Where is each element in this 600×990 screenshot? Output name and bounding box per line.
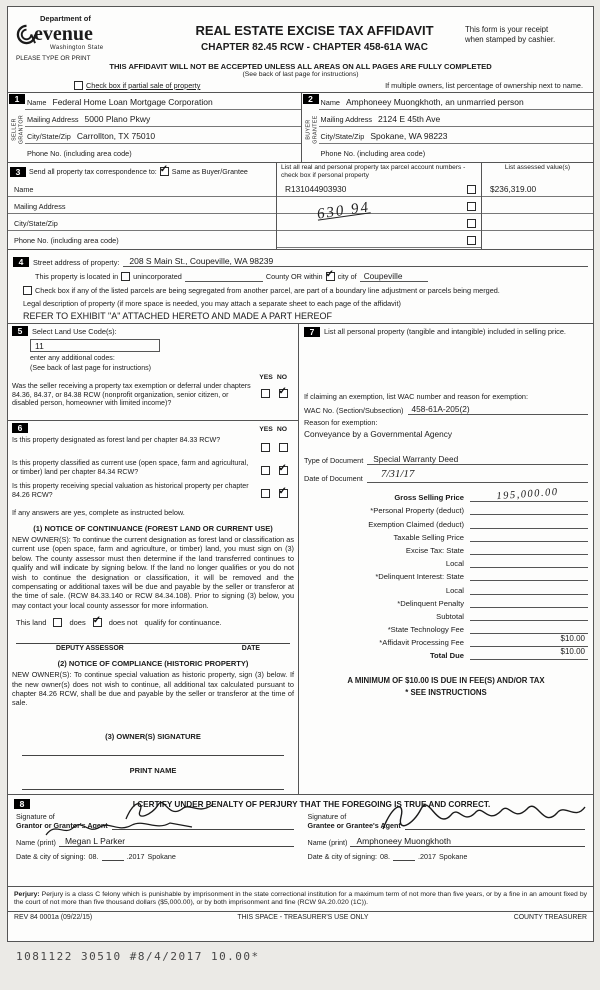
state-technology-fee-label: *State Technology Fee xyxy=(387,625,464,635)
seller-address-row: Mailing Address 5000 Plano Pkwy xyxy=(25,110,301,127)
taxable-selling-price-label: Taxable Selling Price xyxy=(393,532,464,542)
reason-exemption-field[interactable]: Conveyance by a Governmental Agency xyxy=(304,429,453,439)
rev-form-number: REV 84 0001a (09/22/15) xyxy=(14,913,93,921)
receipt-note: This form is your receipt when stamped by cashier. xyxy=(465,25,556,44)
delinquent-penalty-label: *Delinquent Penalty xyxy=(397,598,464,608)
form-subtitle: CHAPTER 82.45 RCW - CHAPTER 458-61A WAC xyxy=(201,42,428,53)
corr-address-field[interactable]: Mailing Address xyxy=(8,197,276,214)
s5-yes-checkbox[interactable] xyxy=(261,389,270,398)
section-4-property-location xyxy=(8,250,593,324)
please-type-label: PLEASE TYPE OR PRINT xyxy=(16,55,91,62)
additional-codes-label: enter any additional codes: xyxy=(30,354,115,362)
doc-type-field[interactable]: Special Warranty Deed xyxy=(367,454,588,465)
form-footer-row xyxy=(8,911,593,924)
grantor-sign-day-field[interactable] xyxy=(102,852,124,861)
doc-type-label: Type of Document xyxy=(304,456,364,465)
affidavit-processing-fee-label: *Affidavit Processing Fee xyxy=(379,638,464,648)
county-treasurer-label: COUNTY TREASURER xyxy=(513,913,587,921)
owners-signature-label: (3) OWNER(S) SIGNATURE xyxy=(105,732,201,741)
section-8-certification xyxy=(8,795,593,887)
wac-number-label: WAC No. (Section/Subsection) xyxy=(304,406,404,415)
located-in-label: This property is located in xyxy=(35,272,119,281)
subtotal-field[interactable] xyxy=(470,608,588,621)
notice-continuance-body: NEW OWNER(S): To continue the current designation as forest land or classification as current use (open space, farm and agriculture, or timber) land, you must sign on (3) below. The county assessor must then determine if the land transferred continues to qualify and will indicate by signing below. If the land no longer qualifies or you do not wish to continue the designation or classification, it will be removed and the compensating or additional taxes will be due and payable by the seller or transferor at the time of sale. (RCW 84.33.140 or RCW 84.34.108). Prior to signing (3) below, you may contact your local county assessor for more information. xyxy=(12,535,294,610)
personal-property-deduct-field[interactable] xyxy=(470,502,588,515)
print-name-line[interactable] xyxy=(22,789,284,790)
see-back-instructions: (See back of last page for instructions) xyxy=(30,364,152,372)
parcel-4-personal-checkbox[interactable] xyxy=(467,236,476,245)
grantee-date-city-label: Date & city of signing: xyxy=(307,852,378,862)
parcel-header: List all real and personal property tax parcel account numbers - check box if personal property xyxy=(281,164,466,179)
doc-date-label: Date of Document xyxy=(304,474,363,483)
form-title: REAL ESTATE EXCISE TAX AFFIDAVIT xyxy=(195,23,434,38)
excise-tax-local-label: Local xyxy=(445,559,464,569)
street-address-field[interactable]: 208 S Main St., Coupeville, WA 98239 xyxy=(123,256,588,267)
excise-tax-state-field[interactable] xyxy=(470,542,588,555)
section-1-badge: 1 xyxy=(9,94,25,104)
taxable-selling-price-field[interactable] xyxy=(470,529,588,542)
print-name-label: PRINT NAME xyxy=(129,766,177,775)
grantor-sign-month[interactable]: 08. xyxy=(88,852,99,862)
seller-csz-field[interactable]: Carrollton, TX 75010 xyxy=(76,131,156,141)
perjury-body: Perjury is a class C felony which is punishable by imprisonment in the state correctional institution for a maximum term of not more than five years, or by a fine in an amount fixed by the court of not more than five thousand dollars ($5,000.00), or by both imprisonment and fine (RCW 9A.20.020 (1C)). xyxy=(14,891,587,907)
parcel-row-2 xyxy=(277,197,481,214)
doc-date-field[interactable]: 7/31/17 xyxy=(367,468,588,483)
land-use-label: Select Land Use Code(s): xyxy=(32,326,117,336)
section-5-land-use xyxy=(8,324,298,421)
parcel-number-1[interactable]: R131044903930 xyxy=(285,184,347,194)
perjury-title: Perjury: xyxy=(14,891,40,898)
if-any-yes-note: If any answers are yes, complete as instructed below. xyxy=(12,508,185,517)
wac-number-field[interactable]: 458-61A-205(2) xyxy=(408,404,589,415)
unincorporated-checkbox[interactable] xyxy=(121,272,130,281)
grantee-sign-city[interactable]: Spokane xyxy=(439,852,468,862)
current-use-question: Is this property classified as current use (open space, farm and agricultural, or timber) land per chapter 84.34 RCW? xyxy=(12,459,249,476)
grantor-sign-city[interactable]: Spokane xyxy=(147,852,176,862)
city-name-field[interactable]: Coupeville xyxy=(360,271,428,282)
city-of-label: city of xyxy=(337,272,357,281)
section-6-badge: 6 xyxy=(12,423,28,433)
delinquent-penalty-field[interactable] xyxy=(470,595,588,608)
buyer-csz-row: City/State/Zip Spokane, WA 98223 xyxy=(319,127,594,144)
notice-continuance-title: (1) NOTICE OF CONTINUANCE (FOREST LAND OR CURRENT USE) xyxy=(33,524,273,533)
deputy-assessor-signature-line[interactable] xyxy=(16,643,290,644)
grantor-signing-block: Signature of Grantor or Grantor's Agent Name (print) Megan L Parker Date & city of signing: 08. .2017 Spokane xyxy=(16,813,294,861)
no-column-header: NO xyxy=(276,374,288,381)
assessed-header: List assessed value(s) xyxy=(504,164,571,171)
q1-yes-checkbox[interactable] xyxy=(261,443,270,452)
grantor-name-print-label: Name (print) xyxy=(16,838,56,848)
state-technology-fee-field[interactable] xyxy=(470,621,588,634)
grantee-sign-year[interactable]: .2017 xyxy=(418,852,437,862)
section-4-badge: 4 xyxy=(13,257,29,267)
parcel-1-personal-checkbox[interactable] xyxy=(467,185,476,194)
handwritten-gross-selling-price: 195,000.00 xyxy=(496,487,559,503)
buyer-csz-field[interactable]: Spokane, WA 98223 xyxy=(370,131,448,141)
parcel-row-3 xyxy=(277,214,481,231)
yes-column-header: YES xyxy=(259,374,273,381)
dor-logo xyxy=(16,14,164,61)
corr-csz-field[interactable]: City/State/Zip xyxy=(8,214,276,231)
grantee-sign-day-field[interactable] xyxy=(393,852,415,861)
parcel-row-1 xyxy=(277,180,481,197)
handwritten-cashier-note: 630 94 xyxy=(316,199,372,223)
q2-no-checkbox[interactable] xyxy=(279,466,288,475)
buyer-address-row: Mailing Address 2124 E 45th Ave xyxy=(319,110,594,127)
corr-name-field[interactable]: Name xyxy=(8,180,276,197)
seller-name-row: Name Federal Home Loan Mortgage Corporation xyxy=(25,93,301,110)
personal-property-label: List all personal property (tangible and intangible) included in selling price. xyxy=(324,327,566,336)
excise-tax-local-field[interactable] xyxy=(470,555,588,568)
partial-sale-checkbox[interactable] xyxy=(74,81,83,90)
buyer-name-row: Name Amphoneey Muongkhoth, an unmarried person xyxy=(319,93,594,110)
assessed-row-1 xyxy=(482,180,593,197)
send-correspondence-label: Send all property tax correspondence to: xyxy=(29,167,157,176)
personal-property-field[interactable] xyxy=(304,337,588,389)
legal-description-value[interactable]: REFER TO EXHIBIT "A" ATTACHED HERETO AND MADE A PART HEREOF xyxy=(23,311,332,321)
revenue-wordmark: evenue xyxy=(34,22,93,45)
notice-compliance-body: NEW OWNER(S): To continue special valuation as historic property, sign (3) below. If the new owner(s) does not wish to continue, all additional tax calculated pursuant to chapter 84.26 RCW, shall be due and payable by the seller or transferor at the time of sale. xyxy=(12,670,294,708)
washington-state-label: Washington State xyxy=(50,45,104,51)
legal-description-label: Legal description of property (if more space is needed, you may attach a separate sheet to each page of the affidavit) xyxy=(23,299,401,308)
q3-yes-checkbox[interactable] xyxy=(261,489,270,498)
s5-no-checkbox[interactable] xyxy=(279,389,288,398)
land-does-not-checkbox[interactable] xyxy=(93,618,102,627)
forest-land-question: Is this property designated as forest land per chapter 84.33 RCW? xyxy=(12,436,221,444)
seller-name-field[interactable]: Federal Home Loan Mortgage Corporation xyxy=(52,97,213,107)
same-as-buyer-label: Same as Buyer/Grantee xyxy=(171,167,248,176)
unincorporated-label: unincorporated xyxy=(133,272,182,281)
gross-selling-price-field[interactable] xyxy=(470,489,588,502)
assessed-row-3 xyxy=(482,214,593,231)
total-due-label: Total Due xyxy=(429,651,464,661)
land-use-code-field[interactable]: 11 xyxy=(30,339,160,352)
exemption-claim-label: If claiming an exemption, list WAC number and reason for exemption: xyxy=(304,392,529,401)
exemption-claimed-field[interactable] xyxy=(470,516,588,529)
partial-sale-row xyxy=(8,78,593,92)
subtotal-label: Subtotal xyxy=(436,611,464,621)
section-6-classification xyxy=(8,421,298,794)
seller-csz-row: City/State/Zip Carrollton, TX 75010 xyxy=(25,127,301,144)
grantor-date-city-label: Date & city of signing: xyxy=(16,852,86,862)
section-5-badge: 5 xyxy=(12,326,28,336)
buyer-address-field[interactable]: 2124 E 45th Ave xyxy=(378,114,441,124)
date-label: DATE xyxy=(241,645,260,653)
section-1-seller-grantor xyxy=(8,93,301,162)
assessed-values-column xyxy=(482,163,593,249)
owners-signature-line[interactable] xyxy=(22,755,284,756)
grantor-sign-year[interactable]: .2017 xyxy=(126,852,145,862)
see-back-note: (See back of last page for instructions) xyxy=(242,71,359,78)
gross-selling-price-label: Gross Selling Price xyxy=(394,493,464,503)
treasurer-space-label: THIS SPACE - TREASURER'S USE ONLY xyxy=(237,913,369,921)
section-2-buyer-grantee xyxy=(301,93,594,162)
delinquent-interest-state-field[interactable] xyxy=(470,568,588,581)
parcel-row-4 xyxy=(277,231,481,248)
multiple-owners-note: If multiple owners, list percentage of ownership next to name. xyxy=(385,81,583,90)
minimum-due-note: A MINIMUM OF $10.00 IS DUE IN FEE(S) AND/OR TAX xyxy=(347,676,545,686)
buyer-phone-row: Phone No. (including area code) xyxy=(320,149,426,158)
fee-table xyxy=(304,489,588,660)
grantee-signing-block: Signature of Grantee or Grantee's Agent Name (print) Amphoneey Muongkhoth Date & city of signing: 08. .2017 Spokane xyxy=(308,813,586,861)
land-does-checkbox[interactable] xyxy=(53,618,62,627)
see-instructions-note: * SEE INSTRUCTIONS xyxy=(405,688,487,698)
q3-no-checkbox[interactable] xyxy=(279,489,288,498)
seller-phone-row: Phone No. (including area code) xyxy=(27,149,132,158)
grantor-printed-name-field[interactable]: Megan L Parker xyxy=(59,836,294,847)
parcel-2-personal-checkbox[interactable] xyxy=(467,202,476,211)
section-7-badge: 7 xyxy=(304,327,320,337)
grantee-sign-month[interactable]: 08. xyxy=(380,852,391,862)
assessed-value-1[interactable]: $236,319.00 xyxy=(490,184,537,194)
street-address-label: Street address of property: xyxy=(33,258,120,267)
section-3-tax-correspondence xyxy=(8,163,593,250)
notice-compliance-title: (2) NOTICE OF COMPLIANCE (HISTORIC PROPERTY) xyxy=(57,659,249,669)
grantor-signature-line[interactable] xyxy=(112,814,294,830)
grantee-name-print-label: Name (print) xyxy=(307,838,348,848)
no-column-header: NO xyxy=(276,425,288,433)
deputy-assessor-label: DEPUTY ASSESSOR xyxy=(56,645,124,653)
historic-property-question: Is this property receiving special valuation as historical property per chapter 84.26 RCW? xyxy=(12,482,249,499)
total-due-field[interactable]: $10.00 xyxy=(470,647,588,660)
validation-stamp: 1081122 30510 #8/4/2017 10.00* xyxy=(16,950,260,963)
q1-no-checkbox[interactable] xyxy=(279,443,288,452)
reason-exemption-label: Reason for exemption: xyxy=(304,418,378,427)
personal-property-deduct-label: *Personal Property (deduct) xyxy=(370,506,464,516)
parcel-3-personal-checkbox[interactable] xyxy=(467,219,476,228)
segregated-note: Check box if any of the listed parcels are being segregated from another parcel, are part of a boundary line adjustment or parcels being merged. xyxy=(35,286,500,295)
perjury-notice xyxy=(8,887,593,911)
exemption-claimed-label: Exemption Claimed (deduct) xyxy=(368,519,464,529)
partial-sale-label: Check box if partial sale of property xyxy=(86,81,201,90)
q2-yes-checkbox[interactable] xyxy=(261,466,270,475)
seller-address-field[interactable]: 5000 Plano Pkwy xyxy=(84,114,151,124)
yes-column-header: YES xyxy=(259,425,273,433)
buyer-grantee-side-label: BUYER GRANTEE xyxy=(305,115,318,144)
perjury-certification-statement: I CERTIFY UNDER PENALTY OF PERJURY THAT THE FOREGOING IS TRUE AND CORRECT. xyxy=(132,799,491,809)
county-or-label: County OR within xyxy=(265,272,323,281)
delinquent-interest-local-field[interactable] xyxy=(470,582,588,595)
city-checkbox[interactable] xyxy=(326,272,335,281)
grantee-printed-name-field[interactable]: Amphoneey Muongkhoth xyxy=(350,836,585,847)
excise-tax-state-label: Excise Tax: State xyxy=(405,545,464,555)
corr-phone-field[interactable]: Phone No. (including area code) xyxy=(14,236,119,245)
assessed-row-2 xyxy=(482,197,593,214)
continuance-qualify-row: This land does ✓ does not qualify for continuance. xyxy=(16,618,292,627)
segregated-checkbox[interactable] xyxy=(23,286,32,295)
affidavit-form xyxy=(7,6,594,942)
section-2-badge: 2 xyxy=(303,94,319,104)
section-8-badge: 8 xyxy=(14,799,30,809)
buyer-name-field[interactable]: Amphoneey Muongkhoth, an unmarried person xyxy=(346,97,524,107)
same-as-buyer-checkbox[interactable] xyxy=(160,167,169,176)
seller-grantor-side-label: SELLER GRANTOR xyxy=(11,114,24,145)
delinquent-interest-local-label: Local xyxy=(445,585,464,595)
grantee-signature-line[interactable] xyxy=(405,814,585,830)
county-name-field[interactable] xyxy=(185,272,263,282)
affidavit-processing-fee-field[interactable]: $10.00 xyxy=(470,634,588,647)
completion-warning: THIS AFFIDAVIT WILL NOT BE ACCEPTED UNLESS ALL AREAS ON ALL PAGES ARE FULLY COMPLETED xyxy=(109,62,492,71)
assessed-row-4 xyxy=(482,231,593,248)
dept-of-label: Department of xyxy=(40,14,91,23)
section-3-badge: 3 xyxy=(10,167,26,177)
form-header xyxy=(8,7,593,61)
delinquent-interest-state-label: *Delinquent Interest: State xyxy=(375,572,464,582)
section-7-sale-details xyxy=(299,324,593,794)
parcel-numbers-column xyxy=(276,163,482,249)
exemption-deferral-question: Was the seller receiving a property tax exemption or deferral under chapters 84.36, 84.37, or 84.38 RCW (nonprofit organization, senior citizen, or disabled person, homeowner with limited income)? xyxy=(12,382,251,407)
